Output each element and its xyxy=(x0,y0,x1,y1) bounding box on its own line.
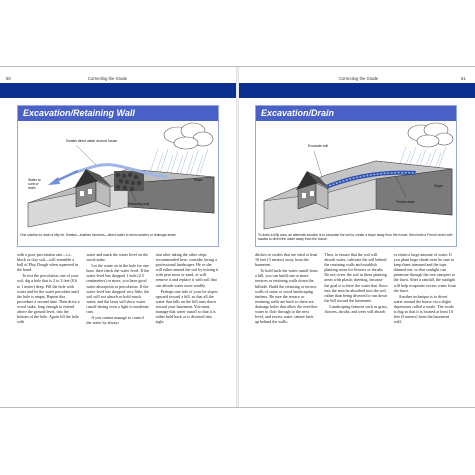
excavation-drain-illustration xyxy=(256,121,456,231)
paragraph: If you cannot manage to control the water by always xyxy=(86,315,144,326)
house-icon xyxy=(74,169,112,207)
label-excavate-soil: Excavate soil xyxy=(308,144,328,148)
paragraph: water and mark the water level on the wood stake. xyxy=(86,252,149,263)
label-water-to-curb: Water to curb or drain xyxy=(28,178,41,190)
paragraph: Landscaping features such as grass, flowers, shrubs, and trees will absorb xyxy=(324,303,388,315)
text-column-1 xyxy=(17,252,80,402)
text-column-2 xyxy=(324,252,387,402)
label-swales: Swales direct water around house xyxy=(66,139,118,143)
paragraph: with a poor percolation rate—i.e., black or clay soil—will resemble a ball of Play Dough when squeezed in the hand. xyxy=(17,252,79,273)
label-slope: Slope xyxy=(434,184,443,188)
figure-caption: To drain a hilly area, an alternate solution is to excavate the soil to create a slope away from the house, then build a French drain with swales to divert the water away from the house. xyxy=(258,233,453,241)
running-head: Correcting the Grade xyxy=(88,76,128,81)
figure-title: Excavation/Drain xyxy=(256,106,456,121)
body-text xyxy=(17,252,219,402)
text-column-1 xyxy=(255,252,318,402)
figure-title: Excavation/Retaining Wall xyxy=(18,106,218,121)
cloud-icon xyxy=(164,123,213,149)
text-column-2 xyxy=(86,252,149,402)
page-number: 50 xyxy=(6,76,11,81)
figure-caption: One solution to drain a hilly lot. Swales—shallow trenches—direct water to storm sewers or drainage areas. xyxy=(20,233,177,237)
paragraph: Then, to ensure that the soil will absorb water, cultivate the soil behind the retaining walls and establish planting areas for flowers or shrubs. Do not cover the soil in these planting areas with plastic sheeting, because the goal is to have the water that flows into the area be absorbed into the soil, rather than being diverted to run down the hill toward the basement. xyxy=(324,252,388,303)
page-number: 51 xyxy=(461,76,466,81)
retaining-wall xyxy=(114,171,144,191)
paragraph: or retain a large amount of water. If you plant large shade trees be sure to keep them trimmed and the tops thinned out, so that sunlight can penetrate through the tree canopies to the lawn. After a rainfall, the sunlight will help evaporate excess water from the lawn. xyxy=(393,252,456,293)
paragraph: To test the percolation rate of your soil, dig a hole that is 2 to 3 feet (0.6 to 1 meter) deep. Fill the hole with water and let the water percolate until the hole is empty. Repeat this procedure a second time. Then drive a wood stake, long enough to extend above the ground level, into the bottom of the hole. Again fill the hole with xyxy=(17,273,80,325)
cloud-icon xyxy=(408,123,453,147)
label-retaining-wall: Retaining wall xyxy=(128,202,150,206)
title-bar xyxy=(0,83,236,98)
figure-retaining-wall xyxy=(17,105,219,247)
text-column-3 xyxy=(156,252,219,402)
paragraph: ditches or swales that are sited at least 10 feet (3 meters) away from the basement. xyxy=(255,252,318,268)
title-bar xyxy=(239,83,475,98)
paragraph: Perhaps one side of your lot slopes upward toward a hill, so that all the water that falls on the hill runs down toward your basement. You must manage that water runoff so that it is either held back or is diverted into sight xyxy=(155,288,218,325)
label-french-drain: French drain xyxy=(396,200,416,204)
book-spread xyxy=(0,66,475,408)
figure-excavation-drain xyxy=(255,105,457,247)
paragraph: tion after taking the other steps recommended here, consider facing a professional landscaper. He or she will either amend the soil by mixing it with peat moss or sand, or will remove it and replace it with soil that can absorb water more readily. xyxy=(155,252,219,288)
running-head: Correcting the Grade xyxy=(339,76,379,81)
paragraph: Another technique is to divert water around the house via a slight depression called a swale. The swale is dug so that it is located at least 10 feet (3 meters) from the basement wall, xyxy=(393,293,454,325)
body-text xyxy=(255,252,457,402)
paragraph: Let the water sit in the hole for one hour, then check the water level. If the water level has dropped 1 inch (2.5 centimeters) or more, you have good water absorption or percolation. If the water level has dropped very little, the soil will not absorb or hold much water, and the lawn will show water runoff during even a light to moderate rain. xyxy=(86,263,150,315)
left-page xyxy=(0,67,236,407)
paragraph: To hold back the water runoff from a hill, you can build one or more terraces or retaining walls down the hillside. Build the retaining or terrace walls of stone or wood landscaping timbers. Be sure the terrace or retaining walls are built so there are drainage holes that allow the overflow water to flow through to the next level, and excess water cannot back up behind the walls. xyxy=(255,268,318,325)
retaining-wall-illustration xyxy=(18,121,218,231)
right-page xyxy=(239,67,475,407)
label-slope: Slope xyxy=(194,178,203,182)
text-column-3 xyxy=(394,252,457,402)
